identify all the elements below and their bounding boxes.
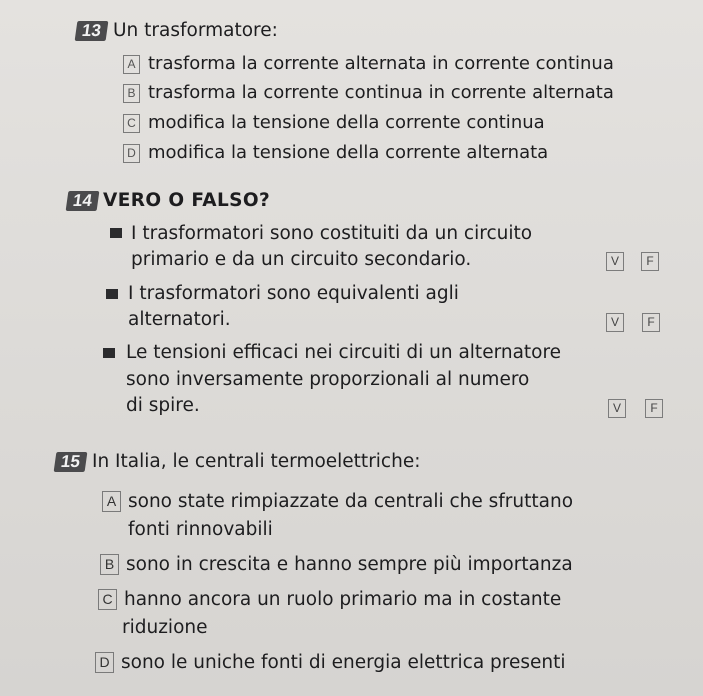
question-title: Un trasformatore: <box>113 20 278 41</box>
false-checkbox[interactable]: F <box>642 313 660 332</box>
option-letter: D <box>123 144 140 163</box>
option-text: modifica la tensione della corrente alternata <box>148 142 549 163</box>
false-checkbox[interactable]: F <box>645 399 663 418</box>
option-letter: A <box>102 491 121 512</box>
option-letter: A <box>123 55 140 74</box>
true-checkbox[interactable]: V <box>606 313 624 332</box>
true-checkbox[interactable]: V <box>606 252 624 271</box>
option-text: hanno ancora un ruolo primario ma in costante <box>124 589 562 610</box>
option-letter: B <box>100 554 119 575</box>
statement-line: primario e da un circuito secondario. <box>131 249 472 270</box>
option-letter: C <box>123 114 140 133</box>
option-text: trasforma la corrente continua in corrente alternata <box>148 82 614 103</box>
bullet-square-icon <box>110 228 122 238</box>
question-number: 14 <box>66 191 100 211</box>
statement-line: alternatori. <box>128 309 231 330</box>
option-text: sono state rimpiazzate da centrali che sfruttano <box>128 491 574 512</box>
true-checkbox[interactable]: V <box>608 399 626 418</box>
false-checkbox[interactable]: F <box>641 252 659 271</box>
option-text: riduzione <box>122 617 208 638</box>
option-text: sono in crescita e hanno sempre più importanza <box>126 554 573 575</box>
option-letter: D <box>95 652 114 673</box>
option-text: trasforma la corrente alternata in corrente continua <box>148 53 614 74</box>
option-text: sono le uniche fonti di energia elettrica presenti <box>121 652 566 673</box>
option-letter: B <box>123 84 140 103</box>
option-text: modifica la tensione della corrente continua <box>148 112 545 133</box>
bullet-square-icon <box>103 348 115 358</box>
option-letter: C <box>98 589 117 610</box>
question-number: 13 <box>75 21 109 41</box>
option-text: fonti rinnovabili <box>128 519 273 540</box>
statement-line: I trasformatori sono equivalenti agli <box>128 283 459 304</box>
question-title: In Italia, le centrali termoelettriche: <box>92 451 421 472</box>
question-number: 15 <box>54 452 88 472</box>
statement-line: di spire. <box>126 395 200 416</box>
statement-line: I trasformatori sono costituiti da un circuito <box>131 223 533 244</box>
question-title: VERO O FALSO? <box>103 190 271 211</box>
statement-line: Le tensioni efficaci nei circuiti di un alternatore <box>126 342 562 363</box>
bullet-square-icon <box>106 289 118 299</box>
statement-line: sono inversamente proporzionali al numero <box>126 369 530 390</box>
